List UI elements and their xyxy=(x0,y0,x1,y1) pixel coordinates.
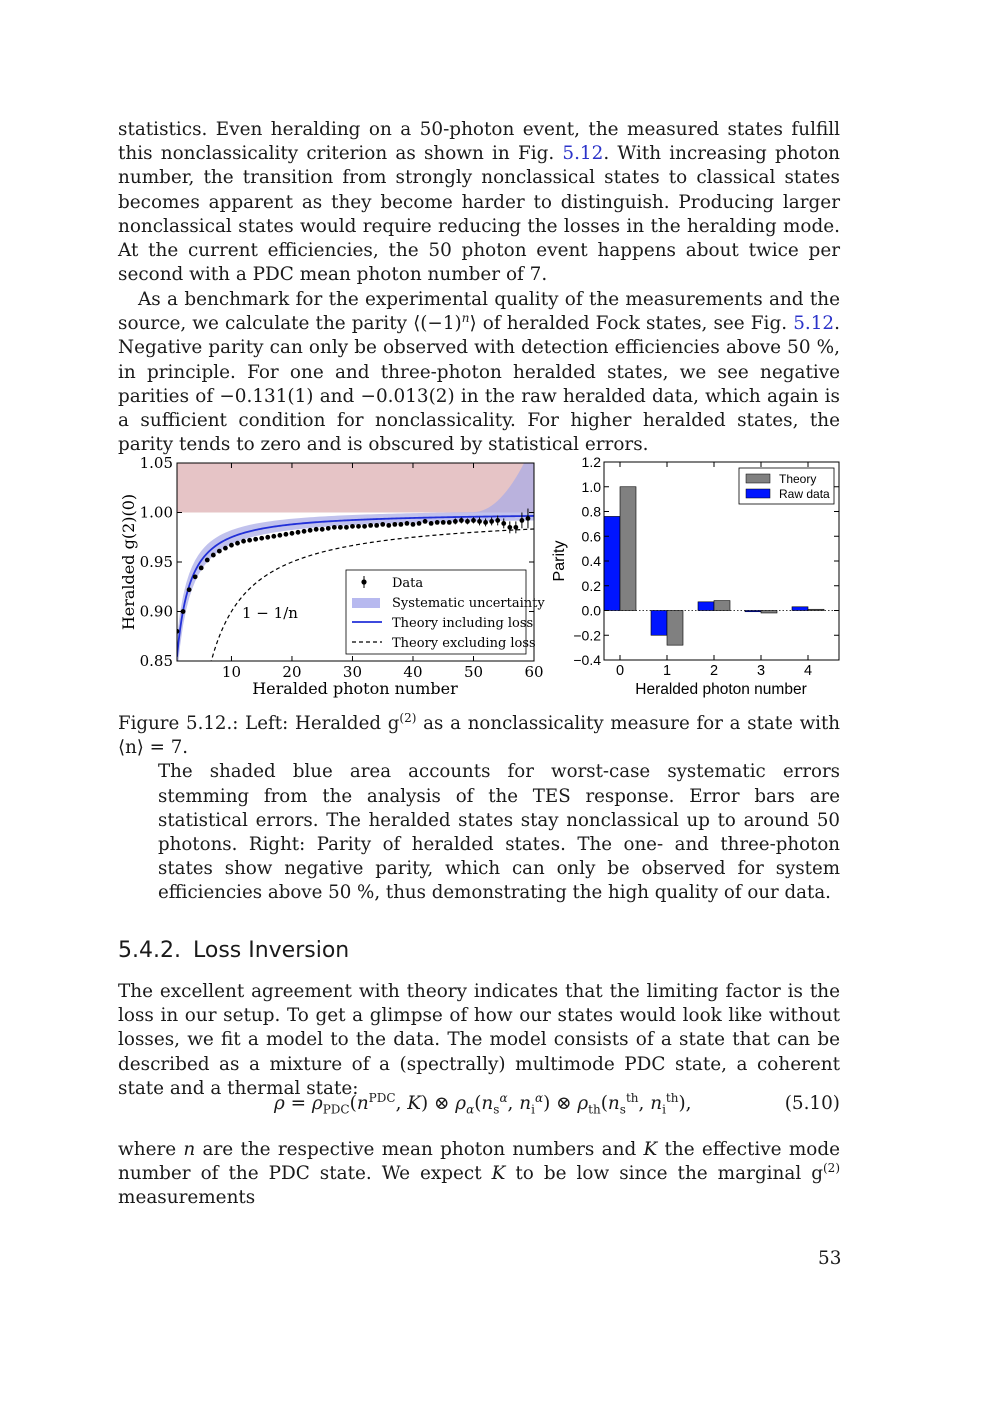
bar-theory xyxy=(761,611,777,613)
data-point xyxy=(259,536,264,541)
x-tick-label: 4 xyxy=(803,663,813,679)
y-tick-label: 1.0 xyxy=(581,478,601,495)
x-tick-label: 0 xyxy=(615,663,625,679)
data-point xyxy=(435,520,440,525)
data-point xyxy=(344,525,349,530)
y-tick-label: −0.4 xyxy=(573,652,601,668)
paragraph-2-part1: As a benchmark for the experimental quality of the measurements and the source, we calculate the parity ⟨(−1) xyxy=(118,289,840,335)
bar-theory xyxy=(667,611,683,646)
equation-5-10: $\rho = \rho_{PDC}(n^{PDC}$, K) ⊗ $\rho_\alpha(n_s^\alpha$, $n_i^\alpha$) ⊗ $\rho_{th}(n_s^{th}$, $n_i^{th}$), xyxy=(274,1090,692,1117)
paragraph-1-text: statistics. Even heralding on a 50-photon event, the measured states fulfill this nonclassicality criterion as shown in Fig. 5.12. With increasing photon number, the transition from strongly nonclassical states to classical states becomes apparent as they become harder to distinguish. Producing larger nonclassical states would require reducing the losses in the heralding mode. At the current efficiencies, the 50 photon event happens about twice per second with a PDC mean photon number of 7. xyxy=(118,119,840,286)
bar-theory xyxy=(808,609,824,610)
figure-caption xyxy=(118,712,840,906)
legend-raw-swatch xyxy=(746,489,770,498)
paragraph-4-var-k2: K xyxy=(491,1163,506,1185)
bar-raw-data xyxy=(651,611,667,636)
caption-text-a: Left: Heralded g xyxy=(238,713,400,734)
paragraph-4-var-n: n xyxy=(183,1139,196,1160)
data-point xyxy=(338,525,343,530)
x-tick-label: 60 xyxy=(524,663,544,681)
paragraph-2-part3: . Negative parity can only be observed with detection efficiencies above 50 %, in principle. For one and three-photon heralded states, we see negative parities of −0.131(1) and −0.013(2) in the raw heralded data, which again is a sufficient condition for nonclassicality. For higher heralded states, the parity tends to zero and is obscured by statistical errors. xyxy=(118,313,840,456)
x-tick-label: 20 xyxy=(282,663,302,681)
caption-text-b: as a nonclassicality measure for a state with ⟨n⟩ = 7. xyxy=(118,713,840,759)
data-point xyxy=(271,534,276,539)
paragraph-2-sup: n xyxy=(461,311,470,326)
parity-legend xyxy=(739,468,834,504)
y-tick-label: 0.2 xyxy=(581,577,601,594)
bar-raw-data xyxy=(745,611,761,612)
y-tick-label: 1.05 xyxy=(139,454,173,472)
section-heading xyxy=(118,938,349,963)
data-point xyxy=(513,525,518,530)
data-point xyxy=(380,522,385,527)
data-point xyxy=(290,531,295,536)
data-point xyxy=(386,523,391,528)
data-point xyxy=(205,558,210,563)
data-point xyxy=(453,519,458,524)
equation-row xyxy=(118,1090,840,1123)
data-point xyxy=(193,574,198,579)
data-point xyxy=(229,543,234,548)
data-point xyxy=(441,520,446,525)
data-point xyxy=(302,529,307,534)
bar-theory xyxy=(620,487,636,611)
paragraph-4-part5: measurements xyxy=(118,1187,256,1209)
data-point xyxy=(223,546,228,551)
data-point xyxy=(284,532,289,537)
data-point xyxy=(374,523,379,528)
y-tick-label: 0.85 xyxy=(139,652,173,670)
y-tick-label: −0.2 xyxy=(573,627,601,644)
data-point xyxy=(332,525,337,530)
g2-ylabel: Heralded g(2)(0) xyxy=(119,493,138,631)
y-tick-label: 0.6 xyxy=(581,528,601,545)
data-point xyxy=(447,520,452,525)
data-point xyxy=(417,521,422,526)
y-tick-label: 0.4 xyxy=(581,553,601,569)
paragraph-4-part1: where xyxy=(118,1139,184,1160)
bar-raw-data xyxy=(698,602,714,611)
paragraph-4-part2: are the respective mean photon numbers and xyxy=(195,1139,644,1160)
paragraph-4-part3: the effective mode number of the PDC state. We expect xyxy=(118,1139,840,1185)
legend-theory-swatch xyxy=(746,474,770,483)
data-point xyxy=(392,522,397,527)
bar-raw-data xyxy=(604,516,620,610)
paragraph-4-var-k: K xyxy=(643,1139,658,1160)
data-point xyxy=(398,522,403,527)
legend-entry-data: Data xyxy=(392,576,424,591)
x-tick-label: 2 xyxy=(709,663,719,679)
parity-xlabel: Heralded photon number xyxy=(635,681,807,698)
paragraph-4-sup: (2) xyxy=(823,1161,840,1176)
data-point xyxy=(211,553,216,558)
g2-chart xyxy=(110,452,550,702)
data-point xyxy=(423,519,428,524)
g2-legend xyxy=(346,570,545,654)
data-point xyxy=(519,518,524,523)
data-point xyxy=(405,521,410,526)
paragraph-3-text: The excellent agreement with theory indicates that the limiting factor is the loss in our setup. To get a glimpse of how our states would look like without losses, we fit a model to the data. The model consists of a state that can be described as a mixture of a (spectrally) multimode PDC state, a coherent state and a thermal state: xyxy=(118,981,840,1099)
y-tick-label: 1.00 xyxy=(139,503,173,522)
data-point xyxy=(253,537,258,542)
bar-theory xyxy=(714,601,730,611)
data-point xyxy=(308,528,313,533)
data-point xyxy=(296,530,301,535)
y-tick-label: 0.95 xyxy=(139,553,173,571)
figure-ref-link[interactable]: 5.12 xyxy=(562,143,604,165)
data-point xyxy=(320,527,325,532)
data-point xyxy=(526,516,531,521)
data-point xyxy=(277,533,282,538)
g2-annotation: 1 − 1/n xyxy=(242,604,298,622)
data-point xyxy=(489,519,494,524)
paragraph-2 xyxy=(118,288,840,457)
data-point xyxy=(495,518,500,523)
caption-body: The shaded blue area accounts for worst-case systematic errors stemming from the analysis of the TES response. Error bars are statistical errors. The heralded states stay nonclassical up to around 50 photons. Right: Parity of heralded states. The one- and three-photon states show negative parity, which can only be observed for system efficiencies above 50 %, thus demonstrating the high quality of our data. xyxy=(158,761,840,904)
data-point xyxy=(429,521,434,526)
section-title: Loss Inversion xyxy=(192,938,350,963)
legend-entry-uncertainty: Systematic uncertainty xyxy=(392,596,545,611)
x-tick-label: 10 xyxy=(221,663,242,681)
figure-ref-link[interactable]: 5.12 xyxy=(793,313,835,335)
x-tick-label: 50 xyxy=(463,663,484,681)
paragraph-4-part4: to be low since the marginal g xyxy=(505,1163,823,1185)
paragraph-1 xyxy=(118,118,840,287)
data-point xyxy=(326,526,331,531)
paragraph-2-part2: ⟩ of heralded Fock states, see Fig. xyxy=(469,313,794,335)
y-tick-label: 0.90 xyxy=(139,602,173,621)
data-point xyxy=(235,541,240,546)
data-point xyxy=(241,539,246,544)
legend-entry-raw: Raw data xyxy=(779,487,830,501)
y-tick-label: 0.8 xyxy=(581,503,601,520)
equation-number: (5.10) xyxy=(784,1093,840,1114)
paragraph-3 xyxy=(118,980,840,1101)
g2-xlabel: Heralded photon number xyxy=(252,679,458,698)
parity-chart xyxy=(545,452,845,702)
data-point xyxy=(187,587,192,592)
data-point xyxy=(465,519,470,524)
data-point xyxy=(265,535,270,540)
data-point xyxy=(507,525,512,530)
legend-uncertainty-swatch xyxy=(352,598,380,608)
data-point xyxy=(356,524,361,529)
data-point xyxy=(217,549,222,554)
data-point xyxy=(483,520,488,525)
data-point xyxy=(459,518,464,523)
paragraph-4 xyxy=(118,1138,840,1211)
data-point xyxy=(471,518,476,523)
x-tick-label: 1 xyxy=(662,663,672,679)
caption-sup: (2) xyxy=(399,710,417,725)
legend-entry-theory-loss: Theory including loss xyxy=(392,616,534,631)
parity-ylabel: Parity xyxy=(551,540,568,582)
data-point xyxy=(477,519,482,524)
bar-raw-data xyxy=(792,607,808,611)
data-point xyxy=(247,538,252,543)
x-tick-label: 40 xyxy=(403,663,423,681)
caption-label: Figure 5.12.: xyxy=(118,713,239,734)
section-number: 5.4.2. xyxy=(118,938,181,963)
page-number: 53 xyxy=(818,1248,842,1269)
x-tick-label: 3 xyxy=(756,663,766,679)
data-point xyxy=(199,566,204,571)
x-tick-label: 30 xyxy=(342,663,363,681)
data-point xyxy=(501,521,506,526)
data-point xyxy=(411,522,416,527)
y-tick-label: 1.2 xyxy=(581,454,601,470)
data-point xyxy=(362,524,367,529)
legend-entry-theory-noloss: Theory excluding loss xyxy=(392,636,536,651)
data-point xyxy=(368,523,373,528)
data-point xyxy=(350,524,355,529)
data-point xyxy=(314,527,319,532)
y-tick-label: 0.0 xyxy=(581,602,601,619)
classical-region xyxy=(177,463,534,513)
legend-entry-theory: Theory xyxy=(779,472,817,486)
